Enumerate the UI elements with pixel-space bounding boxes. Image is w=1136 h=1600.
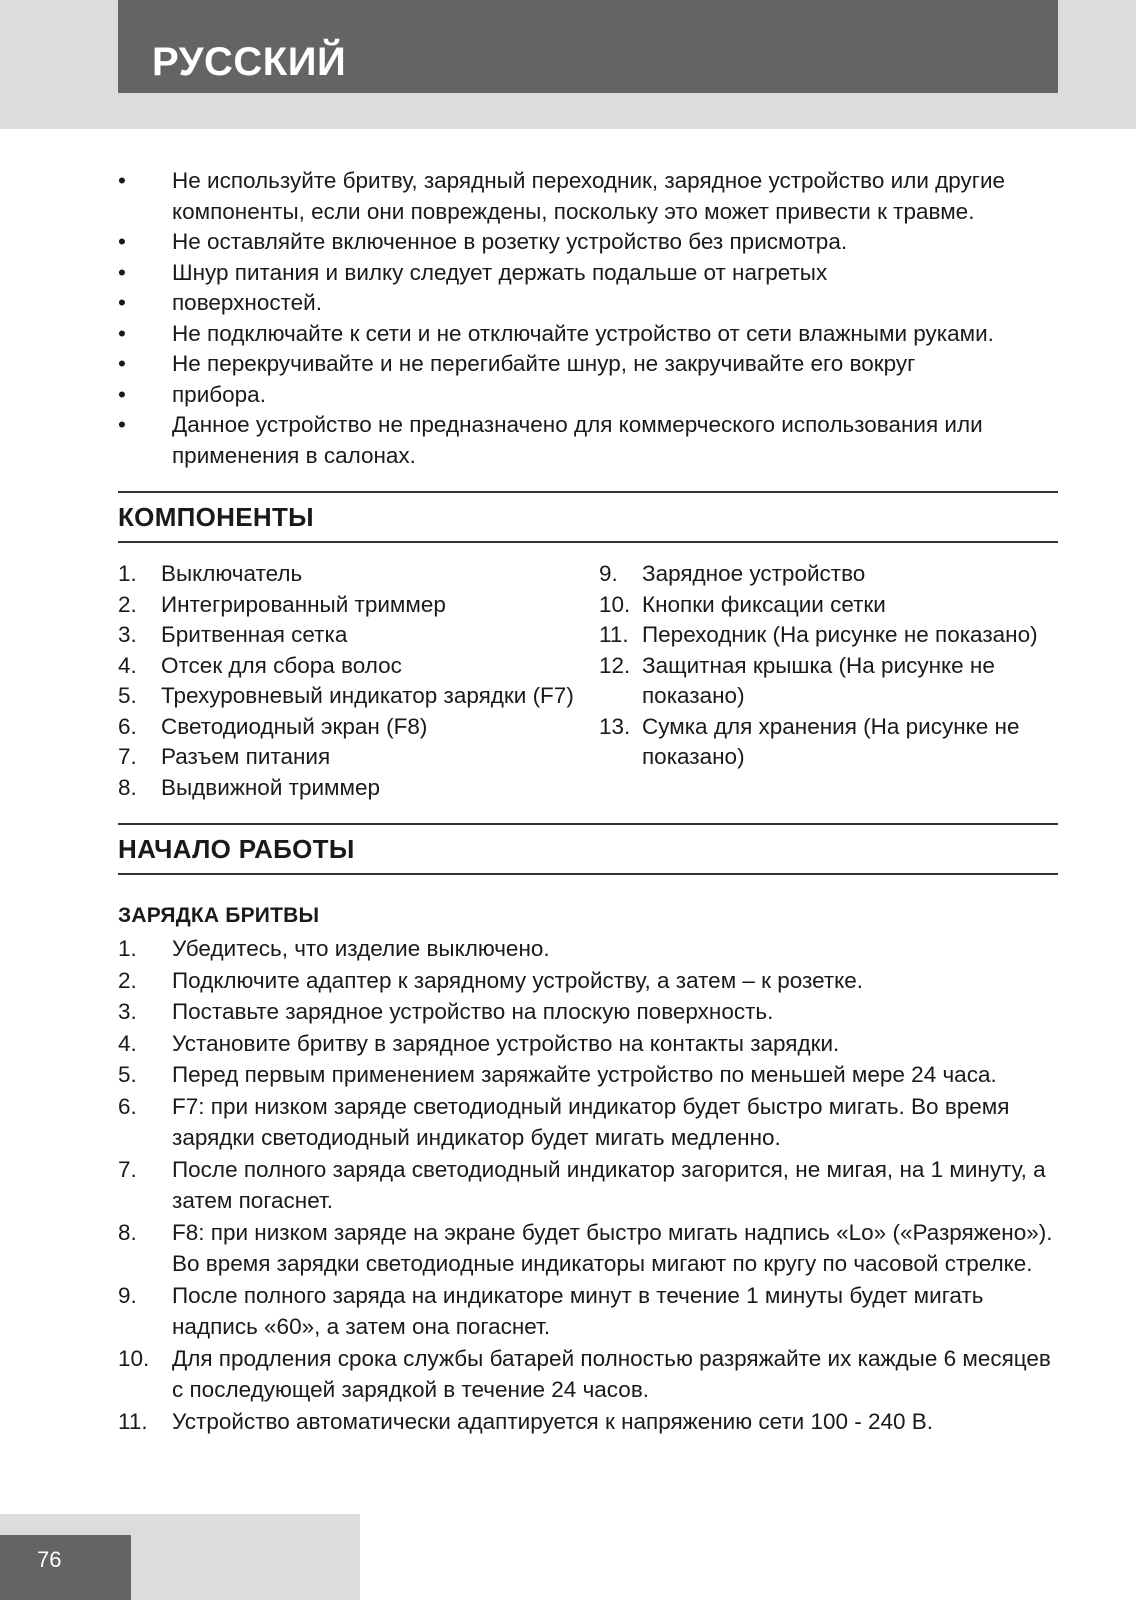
list-item <box>118 590 599 621</box>
list-item <box>599 651 1058 712</box>
list-item <box>118 1154 1058 1217</box>
list-item <box>118 288 1058 319</box>
item-number: 8. <box>118 774 137 800</box>
step-number: 4. <box>118 1030 137 1056</box>
item-text: Интегрированный триммер <box>161 591 446 617</box>
step-text: Перед первым применением заряжайте устройство по меньшей мере 24 часа. <box>172 1062 997 1087</box>
step-number: 11. <box>118 1408 148 1434</box>
step-text: Поставьте зарядное устройство на плоскую поверхность. <box>172 999 774 1024</box>
list-item <box>118 410 1058 471</box>
getting-started-heading: НАЧАЛО РАБОТЫ <box>118 823 1058 875</box>
list-item <box>118 1406 1058 1438</box>
list-item <box>118 1217 1058 1280</box>
components-column-right <box>599 559 1058 803</box>
components-list <box>118 559 1058 803</box>
item-text: Переходник (На рисунке не показано) <box>642 622 1038 647</box>
list-item <box>118 651 599 682</box>
item-text: Разъем питания <box>161 744 331 769</box>
item-number: 2. <box>118 591 137 617</box>
list-item <box>118 227 1058 258</box>
step-number: 2. <box>118 967 137 993</box>
bullet-icon: • <box>118 320 126 346</box>
item-text: Выдвижной триммер <box>161 774 380 800</box>
charging-subheading: ЗАРЯДКА БРИТВЫ <box>118 904 320 927</box>
list-item <box>118 965 1058 997</box>
list-item <box>118 933 1058 965</box>
bullet-text: Не используйте бритву, зарядный переходник, зарядное устройство или другие компоненты, если они повреждены, поскольку это может привести к травме. <box>172 168 1006 224</box>
step-text: Подключите адаптер к зарядному устройству, а затем – к розетке. <box>172 967 864 993</box>
list-item <box>118 258 1058 289</box>
list-item <box>118 1028 1058 1060</box>
list-item <box>118 559 599 590</box>
item-number: 5. <box>118 683 137 708</box>
step-text: Убедитесь, что изделие выключено. <box>172 936 550 961</box>
bullet-icon: • <box>118 381 126 407</box>
bullet-icon: • <box>118 412 126 437</box>
item-text: Светодиодный экран (F8) <box>161 713 428 739</box>
item-number: 4. <box>118 652 137 678</box>
bullet-text: прибора. <box>172 381 266 407</box>
list-item <box>599 620 1058 651</box>
item-number: 1. <box>118 561 137 586</box>
step-number: 1. <box>118 936 137 961</box>
page-number: 76 <box>0 1535 131 1600</box>
bullet-icon: • <box>118 351 126 376</box>
bullet-icon: • <box>118 229 126 254</box>
item-number: 6. <box>118 713 137 739</box>
step-text: Устройство автоматически адаптируется к напряжению сети 100 - 240 В. <box>172 1408 934 1434</box>
item-number: 11. <box>599 622 629 647</box>
item-text: Кнопки фиксации сетки <box>642 591 886 617</box>
list-item <box>118 742 599 773</box>
bullet-text: Не подключайте к сети и не отключайте устройство от сети влажными руками. <box>172 320 994 346</box>
list-item <box>118 380 1058 411</box>
step-number: 8. <box>118 1219 137 1245</box>
list-item <box>118 1280 1058 1343</box>
page-title: РУССКИЙ <box>118 0 1058 93</box>
list-item <box>118 319 1058 350</box>
bullet-text: Не перекручивайте и не перегибайте шнур, не закручивайте его вокруг <box>172 351 916 376</box>
list-item <box>118 681 599 712</box>
bullet-text: поверхностей. <box>172 290 322 315</box>
item-text: Сумка для хранения (На рисунке не показано) <box>642 713 1020 769</box>
list-item <box>599 712 1058 773</box>
item-text: Бритвенная сетка <box>161 622 348 647</box>
step-text: Установите бритву в зарядное устройство на контакты зарядки. <box>172 1030 840 1056</box>
step-number: 5. <box>118 1062 137 1087</box>
step-text: После полного заряда на индикаторе минут в течение 1 минуты будет мигать надпись «60», а затем она погаснет. <box>172 1282 984 1339</box>
item-number: 12. <box>599 652 631 678</box>
main-content <box>118 166 1058 1437</box>
item-number: 3. <box>118 622 137 647</box>
list-item <box>118 712 599 743</box>
item-text: Защитная крышка (На рисунке не показано) <box>642 652 995 708</box>
list-item <box>118 773 599 804</box>
item-text: Зарядное устройство <box>642 561 866 586</box>
list-item <box>118 166 1058 227</box>
list-item <box>118 1343 1058 1406</box>
list-item <box>118 1059 1058 1091</box>
step-text: После полного заряда светодиодный индикатор загорится, не мигая, на 1 минуту, а затем погаснет. <box>172 1156 1046 1213</box>
item-text: Отсек для сбора волос <box>161 652 402 678</box>
item-number: 10. <box>599 591 631 617</box>
bullet-icon: • <box>118 168 126 193</box>
item-number: 9. <box>599 561 618 586</box>
step-number: 10. <box>118 1345 150 1371</box>
list-item <box>599 590 1058 621</box>
step-text: F7: при низком заряде светодиодный индикатор будет быстро мигать. Во время зарядки светодиодный индикатор будет мигать медленно. <box>172 1093 1010 1150</box>
item-text: Выключатель <box>161 561 303 586</box>
bullet-icon: • <box>118 259 126 285</box>
components-column-left <box>118 559 599 803</box>
bullet-text: Не оставляйте включенное в розетку устройство без присмотра. <box>172 229 848 254</box>
safety-bullet-list <box>118 166 1058 471</box>
step-number: 9. <box>118 1282 137 1308</box>
components-heading: КОМПОНЕНТЫ <box>118 491 1058 543</box>
step-text: Для продления срока службы батарей полностью разряжайте их каждые 6 месяцев с последующей зарядкой в течение 24 часов. <box>172 1345 1051 1402</box>
list-item <box>599 559 1058 590</box>
item-number: 13. <box>599 713 631 739</box>
step-number: 3. <box>118 999 137 1024</box>
bullet-text: Данное устройство не предназначено для коммерческого использования или применения в салонах. <box>172 412 983 468</box>
list-item <box>118 349 1058 380</box>
item-number: 7. <box>118 744 137 769</box>
list-item <box>118 1091 1058 1154</box>
item-text: Трехуровневый индикатор зарядки (F7) <box>161 683 574 708</box>
step-number: 6. <box>118 1093 137 1119</box>
charging-steps-list <box>118 933 1058 1437</box>
bullet-icon: • <box>118 290 126 315</box>
step-text: F8: при низком заряде на экране будет быстро мигать надпись «Lo» («Разряжено»). Во время зарядки светодиодные индикаторы мигают по кругу по часовой стрелке. <box>172 1219 1053 1276</box>
list-item <box>118 620 599 651</box>
bullet-text: Шнур питания и вилку следует держать подальше от нагретых <box>172 259 828 285</box>
list-item <box>118 996 1058 1028</box>
step-number: 7. <box>118 1156 137 1182</box>
